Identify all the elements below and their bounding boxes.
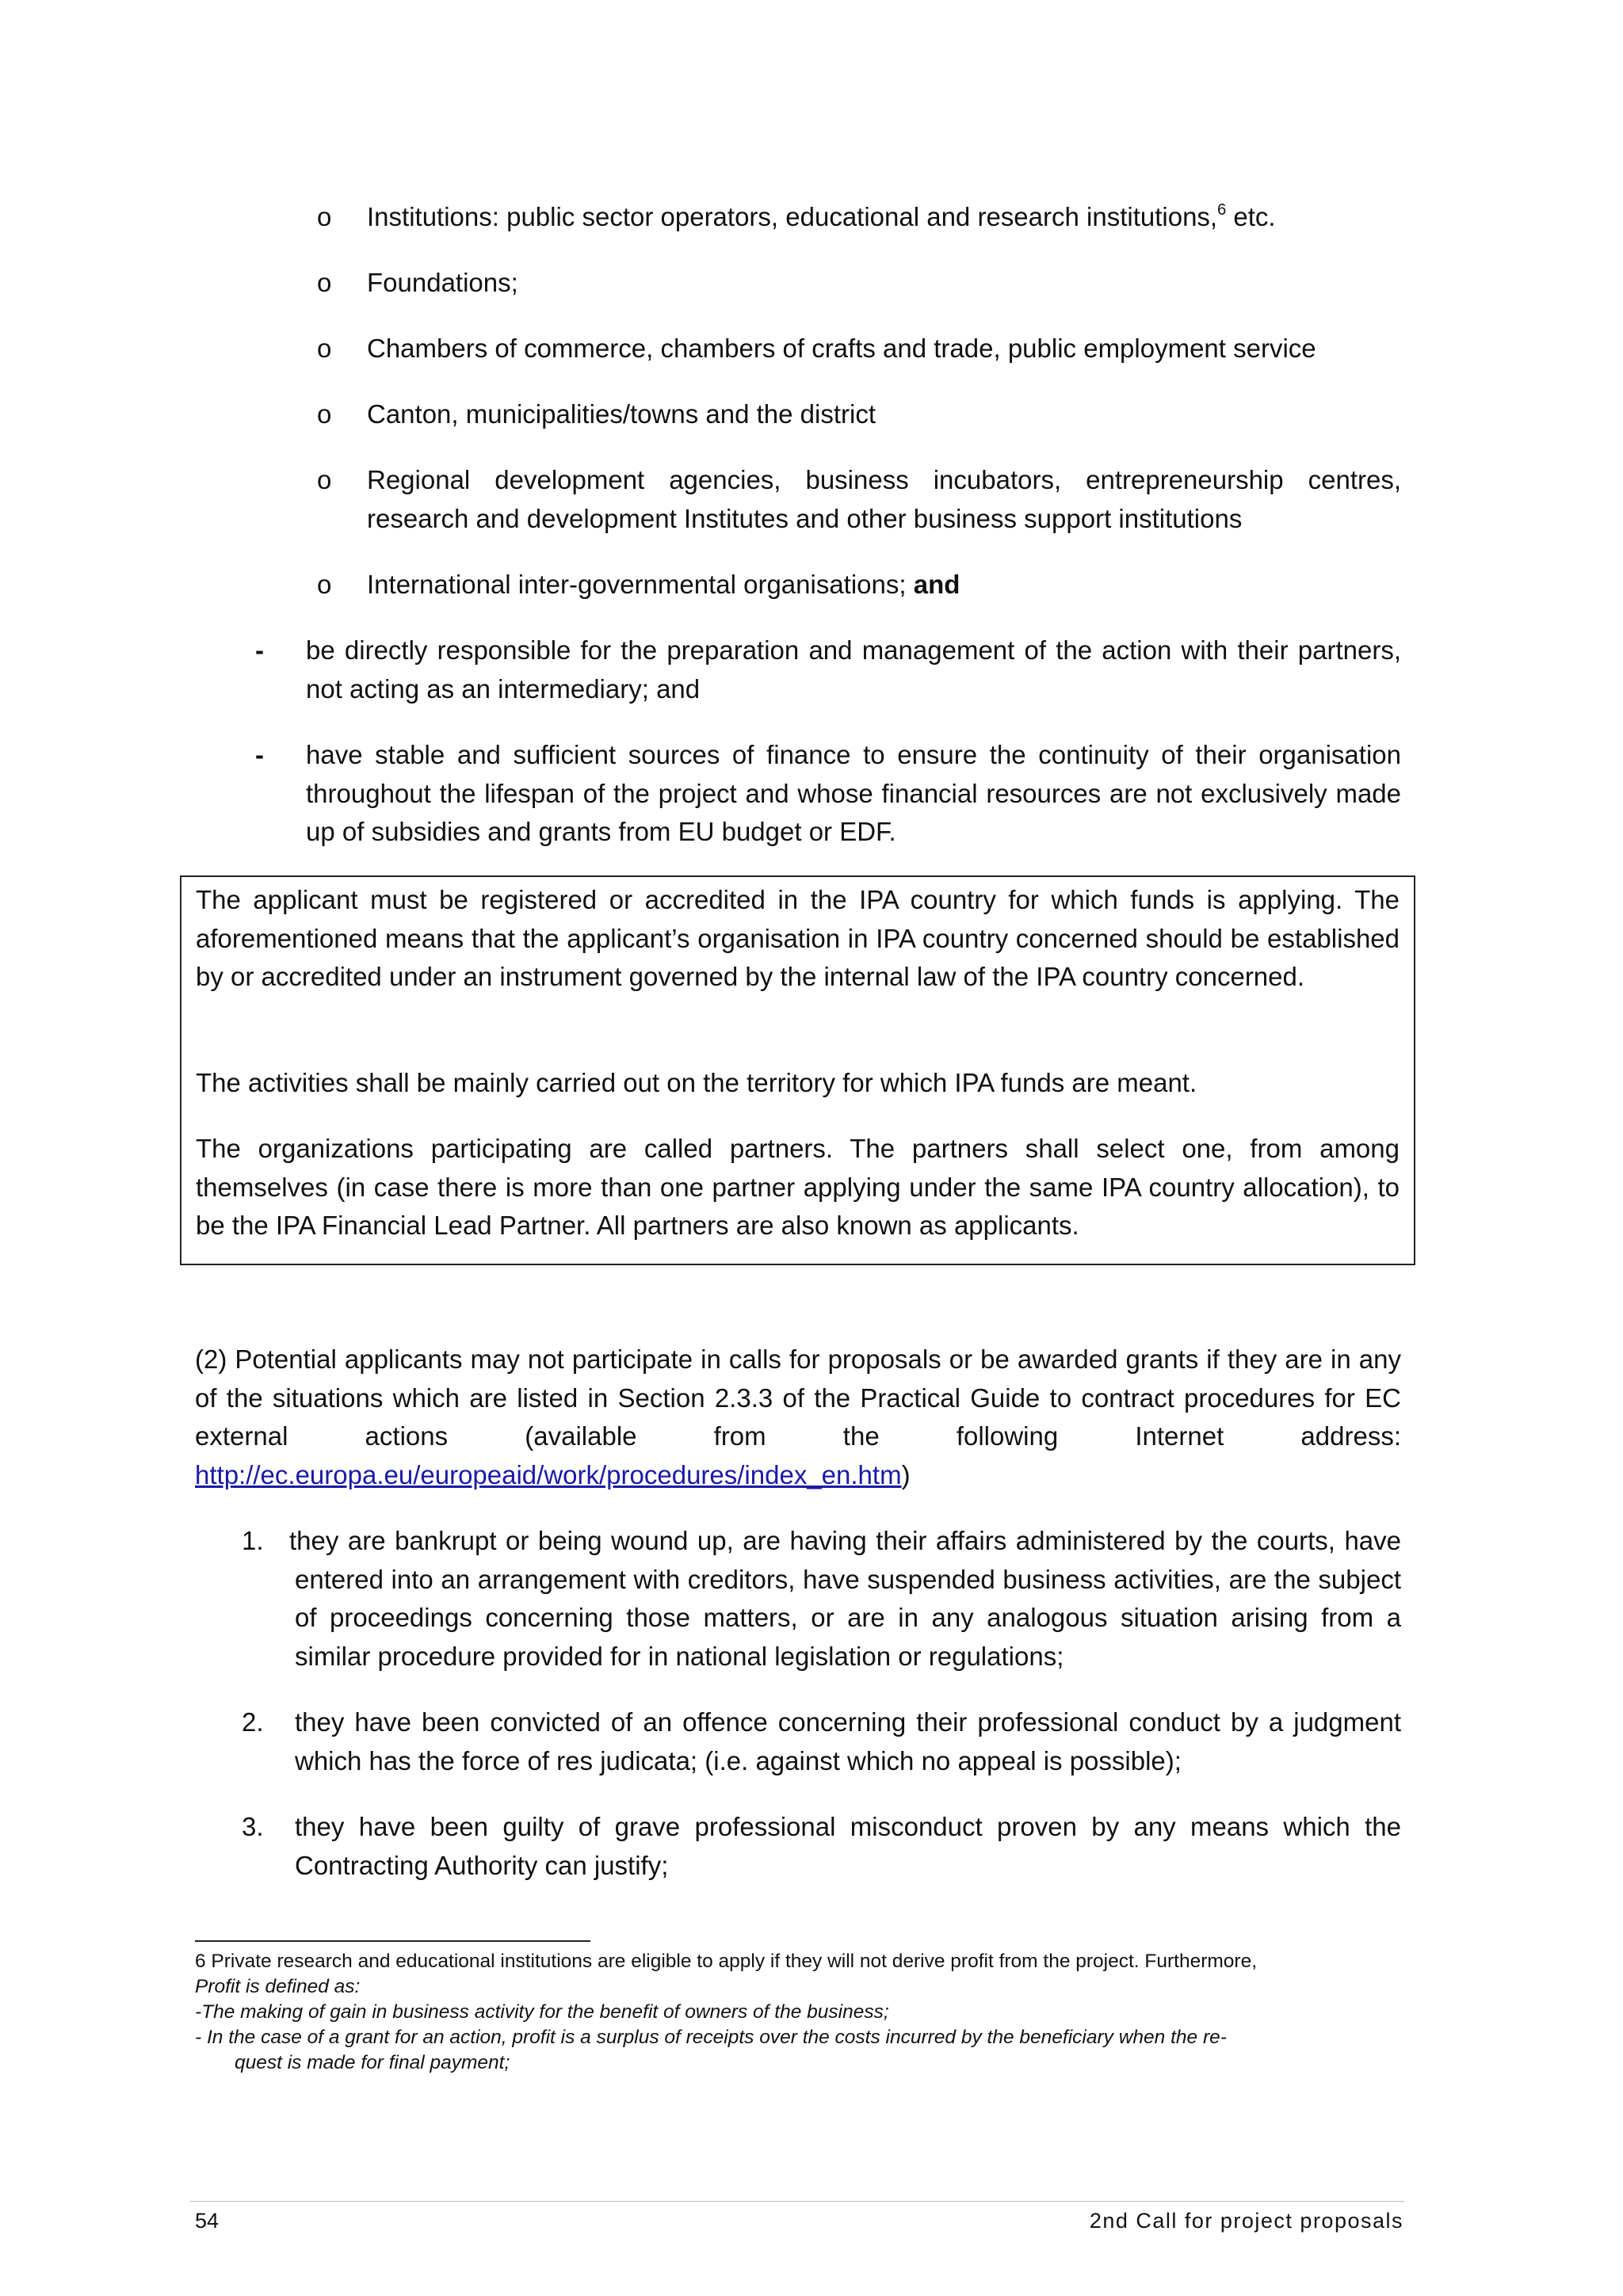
sub-bullet-institutions: Institutions: public sector operators, educational and research institutions,$^6$ etc. [367, 201, 1276, 231]
sub-bullet-marker: o [317, 399, 332, 429]
numbered-item-misconduct: they have been guilty of grave professional misconduct proven by any means which the Contracting Authority can justify; [295, 1812, 1401, 1880]
footer-separator [190, 2201, 1404, 2202]
sub-bullet-international: International inter-governmental organisations; and [367, 570, 960, 599]
practical-guide-link[interactable]: http://ec.europa.eu/europeaid/work/procedures/index_en.htm [195, 1459, 902, 1489]
footnote-line: quest is made for final payment; [235, 2052, 510, 2073]
dash-bullet-marker: - [255, 635, 264, 665]
footnote-line: -The making of gain in business activity for the benefit of owners of the business; [195, 2001, 889, 2023]
page-number: 54 [195, 2209, 220, 2233]
list-number: 2. [242, 1707, 264, 1737]
box-paragraph-registration: The applicant must be registered or accredited in the IPA country for which funds is applying. The aforementioned means that the applicant’s organisation in IPA country concerned should be established by or accredited under an instrument governed by the internal law of the IPA country concerned. [196, 885, 1400, 991]
footnote-line: Profit is defined as: [195, 1976, 361, 1997]
dash-bullet-marker: - [255, 740, 264, 769]
eligibility-notice-box [180, 875, 1415, 1265]
numbered-item-bankrupt: they are bankrupt or being wound up, are having their affairs administered by the courts, have entered into an arrangement with creditors, have suspended business activities, are the subject of proceedings concerning those matters, or are in any analogous situation arising from a similar procedure provided for in national legislation or regulations; [289, 1526, 1401, 1671]
box-paragraph-partners: The organizations participating are called partners. The partners shall select one, from among themselves (in case there is more than one partner applying under the same IPA country allocation), to be the IPA Financial Lead Partner. All partners are also known as applicants. [196, 1134, 1400, 1240]
footnote-line: - In the case of a grant for an action, profit is a surplus of receipts over the costs incurred by the beneficiary when the re- [195, 2027, 1227, 2048]
box-paragraph-territory: The activities shall be mainly carried out on the territory for which IPA funds are meant. [196, 1068, 1197, 1097]
sub-bullet-canton: Canton, municipalities/towns and the district [367, 399, 876, 429]
section-2-paragraph: (2) Potential applicants may not participate in calls for proposals or be awarded grants if they are in any of the situations which are listed in Section 2.3.3 of the Practical Guide to contract procedures for EC external actions (available from the following Internet address: http://ec.europa.eu/europeaid/work/procedures/index_en.htm) [195, 1344, 1401, 1489]
numbered-item-convicted: they have been convicted of an offence concerning their professional conduct by a judgment which has the force of res judicata; (i.e. against which no appeal is possible); [295, 1707, 1401, 1775]
footnote-ref-6[interactable]: 6 [1217, 201, 1227, 219]
sub-bullet-foundations: Foundations; [367, 268, 518, 297]
document-title: 2nd Call for project proposals [1089, 2209, 1403, 2233]
sub-bullet-marker: o [317, 570, 332, 599]
list-number: 1. [242, 1526, 264, 1555]
dash-bullet-finance: have stable and sufficient sources of finance to ensure the continuity of their organisation throughout the lifespan of the project and whose financial resources are not exclusively made up of subsidies and grants from EU budget or EDF. [306, 740, 1401, 846]
sub-bullet-marker: o [317, 465, 332, 494]
sub-bullet-chambers: Chambers of commerce, chambers of crafts and trade, public employment service [367, 334, 1316, 363]
sub-bullet-marker: o [317, 268, 332, 297]
sub-bullet-marker: o [317, 202, 332, 231]
footnote-separator [195, 1940, 590, 1942]
footnote-line: 6 Private research and educational institutions are eligible to apply if they will not derive profit from the project. Furthermore, [195, 1951, 1257, 1972]
dash-bullet-responsible: be directly responsible for the preparation and management of the action with their partners, not acting as an intermediary; and [306, 635, 1401, 704]
sub-bullet-regional-agencies: Regional development agencies, business incubators, entrepreneurship centres, research and development Institutes and other business support institutions [367, 465, 1401, 533]
list-number: 3. [242, 1812, 264, 1841]
sub-bullet-marker: o [317, 334, 332, 363]
